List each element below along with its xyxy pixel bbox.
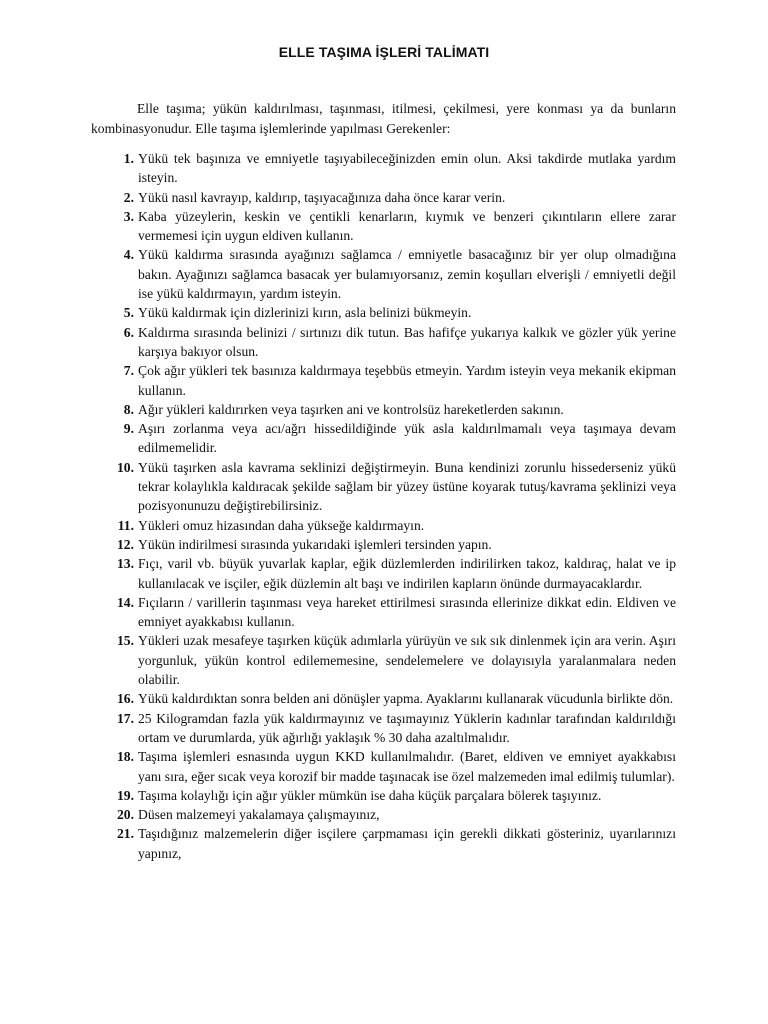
list-item xyxy=(91,709,676,748)
list-item-text: Fıçıların / varillerin taşınması veya hareket ettirilmesi sırasında ellerinize dikkat edin. Eldiven ve emniyet ayakkabısı kullanın. xyxy=(138,594,676,630)
list-item-number: 15. xyxy=(117,633,134,649)
list-item-text: Yükü kaldırdıktan sonra belden ani dönüşler yapma. Ayaklarını kullanarak vücudunla birlikte dön. xyxy=(138,691,674,707)
list-item xyxy=(91,631,676,689)
list-item-number: 4. xyxy=(123,247,134,263)
list-item-text: Yükü taşırken asla kavrama seklinizi değiştirmeyin. Buna kendinizi zorunlu hissederseniz yükü tekrar kolaylıkla kaldıracak şekilde sağlam bir yüzey üstüne koyarak tutuş/kavrama şeklinizi veya pozisyonunuzu değiştirebilirsiniz. xyxy=(138,459,676,514)
list-item-number: 3. xyxy=(123,208,134,224)
list-item-number: 6. xyxy=(123,324,134,340)
list-item-number: 14. xyxy=(117,594,134,610)
list-item xyxy=(91,188,676,207)
list-item-number: 16. xyxy=(117,691,134,707)
list-item-number: 12. xyxy=(117,536,134,552)
list-item-number: 13. xyxy=(117,556,134,572)
list-item-text: Aşırı zorlanma veya acı/ağrı hissedildiğinde yük asla kaldırılmamalı veya taşımaya devam edilmemelidir. xyxy=(138,421,676,456)
list-item xyxy=(91,207,676,246)
list-item-number: 10. xyxy=(117,459,134,475)
list-item xyxy=(91,747,676,786)
list-item xyxy=(91,554,676,593)
list-item xyxy=(91,805,676,824)
list-item-text: 25 Kilogramdan fazla yük kaldırmayınız ve taşımayınız Yüklerin kadınlar tarafından kaldırıldığı ortam ve durumlarda, yük ağırlığı yaklaşık % 30 daha azaltılmalıdır. xyxy=(138,710,676,745)
list-item-text: Taşıdığınız malzemelerin diğer isçilere çarpmaması için gerekli dikkati gösteriniz, uyarılarınızı yapınız, xyxy=(138,826,676,861)
list-item-number: 9. xyxy=(123,421,134,437)
list-item xyxy=(91,400,676,419)
list-item-text: Kaldırma sırasında belinizi / sırtınızı dik tutun. Bas hafifçe yukarıya kalkık ve gözler yük yerine karşıya bakıyor olsun. xyxy=(138,324,676,359)
list-item-text: Yükü nasıl kavrayıp, kaldırıp, taşıyacağınıza daha önce karar verin. xyxy=(138,189,506,205)
list-item xyxy=(91,323,676,362)
list-item xyxy=(91,245,676,303)
list-item-text: Kaba yüzeylerin, keskin ve çentikli kenarların, kıymık ve benzeri çıkıntıların ellere zarar vermemesi için uygun eldiven kullanın. xyxy=(138,208,676,244)
list-item-number: 17. xyxy=(117,710,134,726)
list-item-text: Taşıma işlemleri esnasında uygun KKD kullanılmalıdır. (Baret, eldiven ve emniyet ayakkabısı yanı sıra, eğer sıcak veya korozif bir madde taşınacak ise özel malzemeden imal edilmiş tulumlar). xyxy=(138,749,676,784)
list-item-text: Ağır yükleri kaldırırken veya taşırken ani ve kontrolsüz hareketlerden sakının. xyxy=(138,401,564,417)
list-item xyxy=(91,458,676,516)
list-item xyxy=(91,824,676,863)
list-item-text: Yükü tek başınıza ve emniyetle taşıyabileceğinizden emin olun. Aksi takdirde mutlaka yardım isteyin. xyxy=(138,151,676,186)
list-item-number: 18. xyxy=(117,749,134,765)
list-item-text: Taşıma kolaylığı için ağır yükler mümkün ise daha küçük parçalara bölerek taşıyınız. xyxy=(138,787,602,803)
list-item xyxy=(91,303,676,322)
list-item-text: Düsen malzemeyi yakalamaya çalışmayınız, xyxy=(138,807,380,823)
intro-paragraph: Elle taşıma; yükün kaldırılması, taşınması, itilmesi, çekilmesi, yere konması ya da bunların kombinasyonudur. Elle taşıma işlemlerinde yapılması Gerekenler: xyxy=(91,101,676,136)
list-item xyxy=(91,786,676,805)
list-item-text: Yükün indirilmesi sırasında yukarıdaki işlemleri tersinden yapın. xyxy=(138,536,492,552)
list-item xyxy=(91,419,676,458)
list-item-number: 1. xyxy=(123,151,134,166)
list-item-number: 11. xyxy=(117,517,134,533)
list-item xyxy=(91,361,676,400)
list-item-text: Fıçı, varil vb. büyük yuvarlak kaplar, eğik düzlemlerden indirilirken takoz, kaldıraç, halat ve ip kullanılacak ve isçiler, eğik düzlemin alt başı ve indirilen kapların önünde durmayacaklardır. xyxy=(138,556,676,591)
list-item-text: Yükü kaldırmak için dizlerinizi kırın, asla belinizi bükmeyin. xyxy=(138,305,472,321)
list-item-text: Yükü kaldırma sırasında ayağınızı sağlamca / emniyetle basacağınız bir yer olup olmadığına bakın. Ayağınızı sağlamca basacak yer bulamıyorsanız, zemin koşulları elverişli / emniyetli değil ise yükü kaldırmayın, yardım isteyin. xyxy=(138,247,676,302)
document-title: ELLE TAŞIMA İŞLERİ TALİMATI xyxy=(278,44,490,60)
list-item xyxy=(91,535,676,554)
list-item-number: 19. xyxy=(117,787,134,803)
list-item-text: Yükleri omuz hizasından daha yükseğe kaldırmayın. xyxy=(138,517,425,533)
list-item xyxy=(91,516,676,535)
list-item-number: 2. xyxy=(123,189,134,205)
list-item-number: 20. xyxy=(117,807,134,823)
list-item xyxy=(91,593,676,632)
list-item xyxy=(91,689,676,708)
list-item xyxy=(91,149,676,188)
list-item-number: 8. xyxy=(123,401,134,417)
list-item-text: Çok ağır yükleri tek basınıza kaldırmaya teşebbüs etmeyin. Yardım isteyin veya mekanik ekipman kullanın. xyxy=(138,363,676,398)
list-item-number: 21. xyxy=(117,826,134,842)
list-item-number: 7. xyxy=(123,363,134,379)
list-item-number: 5. xyxy=(123,305,134,321)
instruction-list xyxy=(91,149,676,863)
list-item-text: Yükleri uzak mesafeye taşırken küçük adımlarla yürüyün ve sık sık dinlenmek için ara verin. Aşırı yorgunluk, yükün kontrol edilememesine, sendelemelere ve dolayısıyla yaralanmalara neden olabilir. xyxy=(138,633,676,688)
